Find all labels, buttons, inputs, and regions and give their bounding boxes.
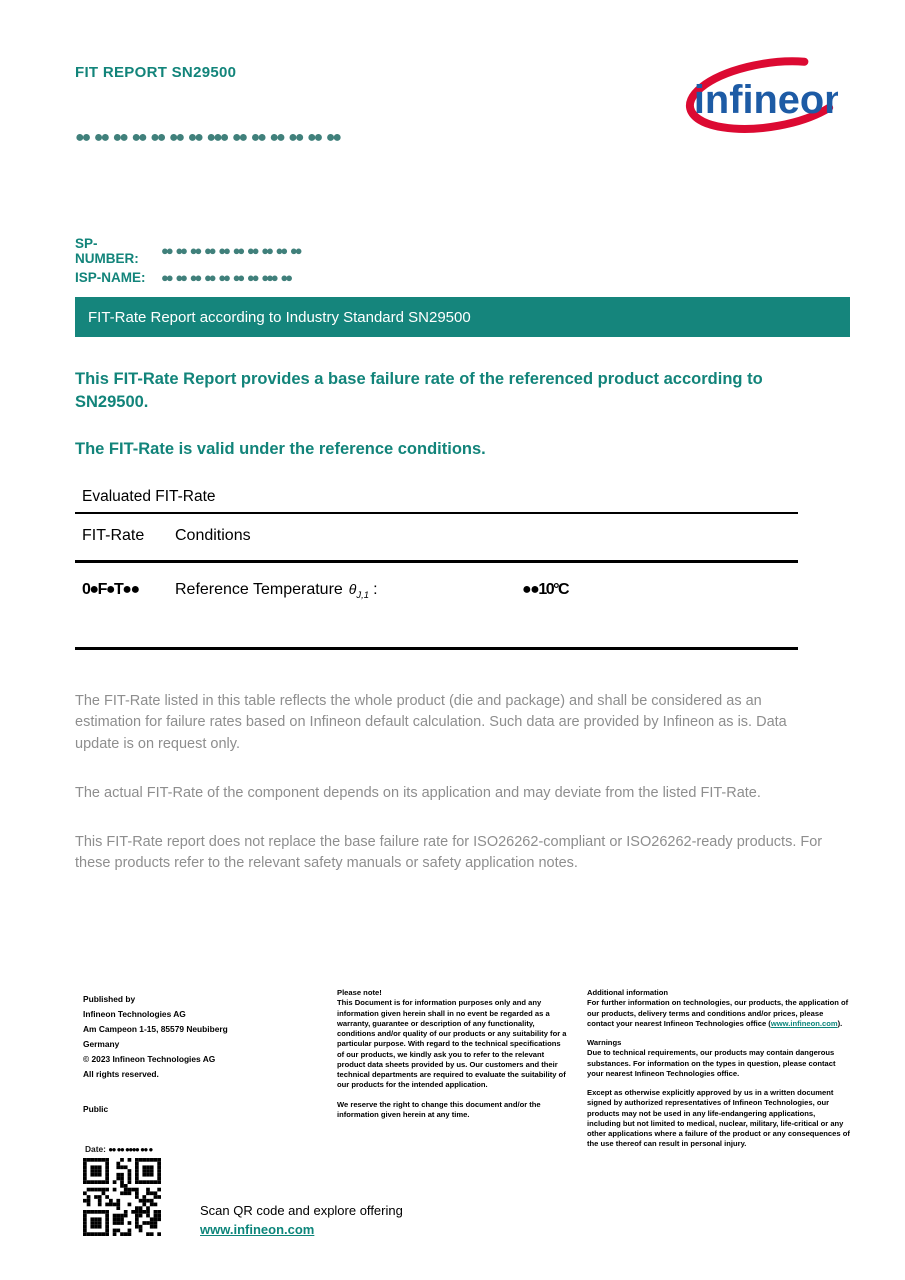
theta-symbol: $\theta_{J,1}$: [348, 581, 370, 601]
table-header-row: [75, 514, 798, 560]
section-banner: [75, 297, 850, 337]
banner-text: FIT-Rate Report according to Industry Standard SN29500: [88, 308, 471, 326]
sp-number-row: [75, 237, 300, 264]
infineon-logo-graphic: [670, 50, 838, 138]
additional-information-heading: Additional information: [587, 988, 668, 997]
info-text-after-link: ).: [837, 1018, 843, 1028]
isp-name-row: [75, 264, 300, 291]
liability-paragraph: Except as otherwise explicitly approved by us in a written document signed by authorized representatives of Infineon Technologies, our products may not be used in any life-endangering applications, including but not limited to medical, nuclear, military, life-critical or any other applications where a failure of the product or any consequences of the use thereof can result in personal injury.: [587, 1088, 850, 1149]
isp-name-label: ISP-NAME:: [75, 270, 146, 285]
date-row: [85, 1144, 152, 1154]
sp-number-value-redacted: ●● ●● ●● ●● ●● ●● ●● ●● ●● ●●: [161, 243, 300, 258]
footer-spacer: [587, 1079, 850, 1088]
condition-colon: :: [373, 581, 378, 598]
infineon-logo: [670, 50, 838, 138]
warnings-paragraph: Due to technical requirements, our products may contain dangerous substances. For information on the types in question, please contact your nearest Infineon Technologies office.: [587, 1048, 836, 1078]
scan-qr-text: Scan QR code and explore offering: [200, 1203, 403, 1218]
qr-caption-block: [200, 1203, 403, 1237]
note-paragraph-1: The FIT-Rate listed in this table reflects the whole product (die and package) and shall be considered as an estimation for failure rates based on Infineon default calculation. Such data are provided by Infineon as is. Data update is on request only.: [75, 693, 787, 752]
warnings-heading: Warnings: [587, 1038, 622, 1047]
intro-paragraph-2: The FIT-Rate is valid under the reference conditions.: [75, 440, 486, 458]
classification-label: Public: [83, 1103, 109, 1114]
disclaimer-paragraph: This Document is for information purposes only and any information given herein shall in no event be regarded as a warranty, guarantee or description of any functionality, conditions and/or quality of our products or any suitability for a particular purpose. With regard to the technical specifications of our products, we kindly ask you to refer to the relevant product data sheets provided by us. Our customers and their technical departments are required to evaluate the suitability of our products for the intended application.: [337, 998, 567, 1090]
footer-info-column: [587, 988, 850, 1150]
infineon-com-link[interactable]: www.infineon.com: [200, 1222, 315, 1237]
publisher-country: Germany: [83, 1038, 120, 1049]
info-text-before-link: For further information on technologies, our products, the application of our products, delivery terms and conditions and/or prices, please contact your nearest Infineon Technologies office (: [587, 998, 849, 1028]
note-paragraph-3: This FIT-Rate report does not replace the base failure rate for ISO26262-compliant or ISO26262-ready products. For these products refer to the relevant safety manuals or safety application notes.: [75, 833, 823, 872]
publisher-name: Infineon Technologies AG: [83, 1008, 186, 1019]
redacted-product-title: [75, 129, 339, 147]
footer-spacer: [83, 1082, 313, 1102]
report-title: FIT REPORT SN29500: [75, 64, 237, 81]
date-label: Date:: [85, 1144, 106, 1154]
table-rule-bottom: [75, 647, 798, 650]
column-header-fit-rate: FIT-Rate: [82, 527, 145, 544]
notes-block: [75, 691, 827, 896]
isp-name-value-redacted: ●● ●● ●● ●● ●● ●● ●● ●●● ●●: [161, 270, 291, 285]
change-rights-paragraph: We reserve the right to change this document and/or the information given herein at any time.: [337, 1099, 541, 1119]
column-header-conditions: Conditions: [175, 527, 251, 544]
footer-spacer: [587, 1029, 850, 1038]
table-data-row: [75, 563, 798, 647]
footer-spacer: [337, 1091, 567, 1100]
svg-text:infineon: infineon: [693, 78, 838, 123]
please-note-heading: Please note!: [337, 988, 382, 997]
qr-code: [83, 1158, 161, 1236]
rights-line: All rights reserved.: [83, 1068, 159, 1079]
fit-rate-value-redacted: 0●F●T●●: [82, 581, 139, 598]
theta-subscript: J,1: [356, 589, 370, 601]
sp-number-label: SP-NUMBER:: [75, 235, 139, 266]
note-paragraph-2: The actual FIT-Rate of the component depends on its application and may deviate from the listed FIT-Rate.: [75, 785, 761, 802]
condition-cell: [175, 581, 522, 601]
additional-information-paragraph: [587, 998, 850, 1029]
evaluated-fit-rate-table: [75, 486, 798, 650]
redaction-dots: ●● ●● ●● ●● ●● ●● ●● ●●● ●● ●● ●● ●● ●● ●●: [75, 129, 340, 146]
condition-value-redacted: ●●10°C: [522, 581, 569, 598]
date-value-redacted: ●● ●● ●●●● ●● ●: [108, 1145, 152, 1154]
infineon-website-link[interactable]: www.infineon.com: [770, 1018, 838, 1028]
copyright-line: © 2023 Infineon Technologies AG: [83, 1053, 216, 1064]
meta-block: [75, 237, 300, 291]
intro-paragraph-1: This FIT-Rate Report provides a base failure rate of the referenced product according to SN29500.: [75, 370, 763, 412]
published-by-heading: Published by: [83, 994, 136, 1004]
condition-text: Reference Temperature: [175, 581, 343, 598]
table-section-title: Evaluated FIT-Rate: [82, 488, 216, 505]
footer-disclaimer-column: [337, 988, 567, 1120]
publisher-address: Am Campeon 1-15, 85579 Neubiberg: [83, 1023, 228, 1034]
footer-publisher-column: [83, 992, 313, 1117]
